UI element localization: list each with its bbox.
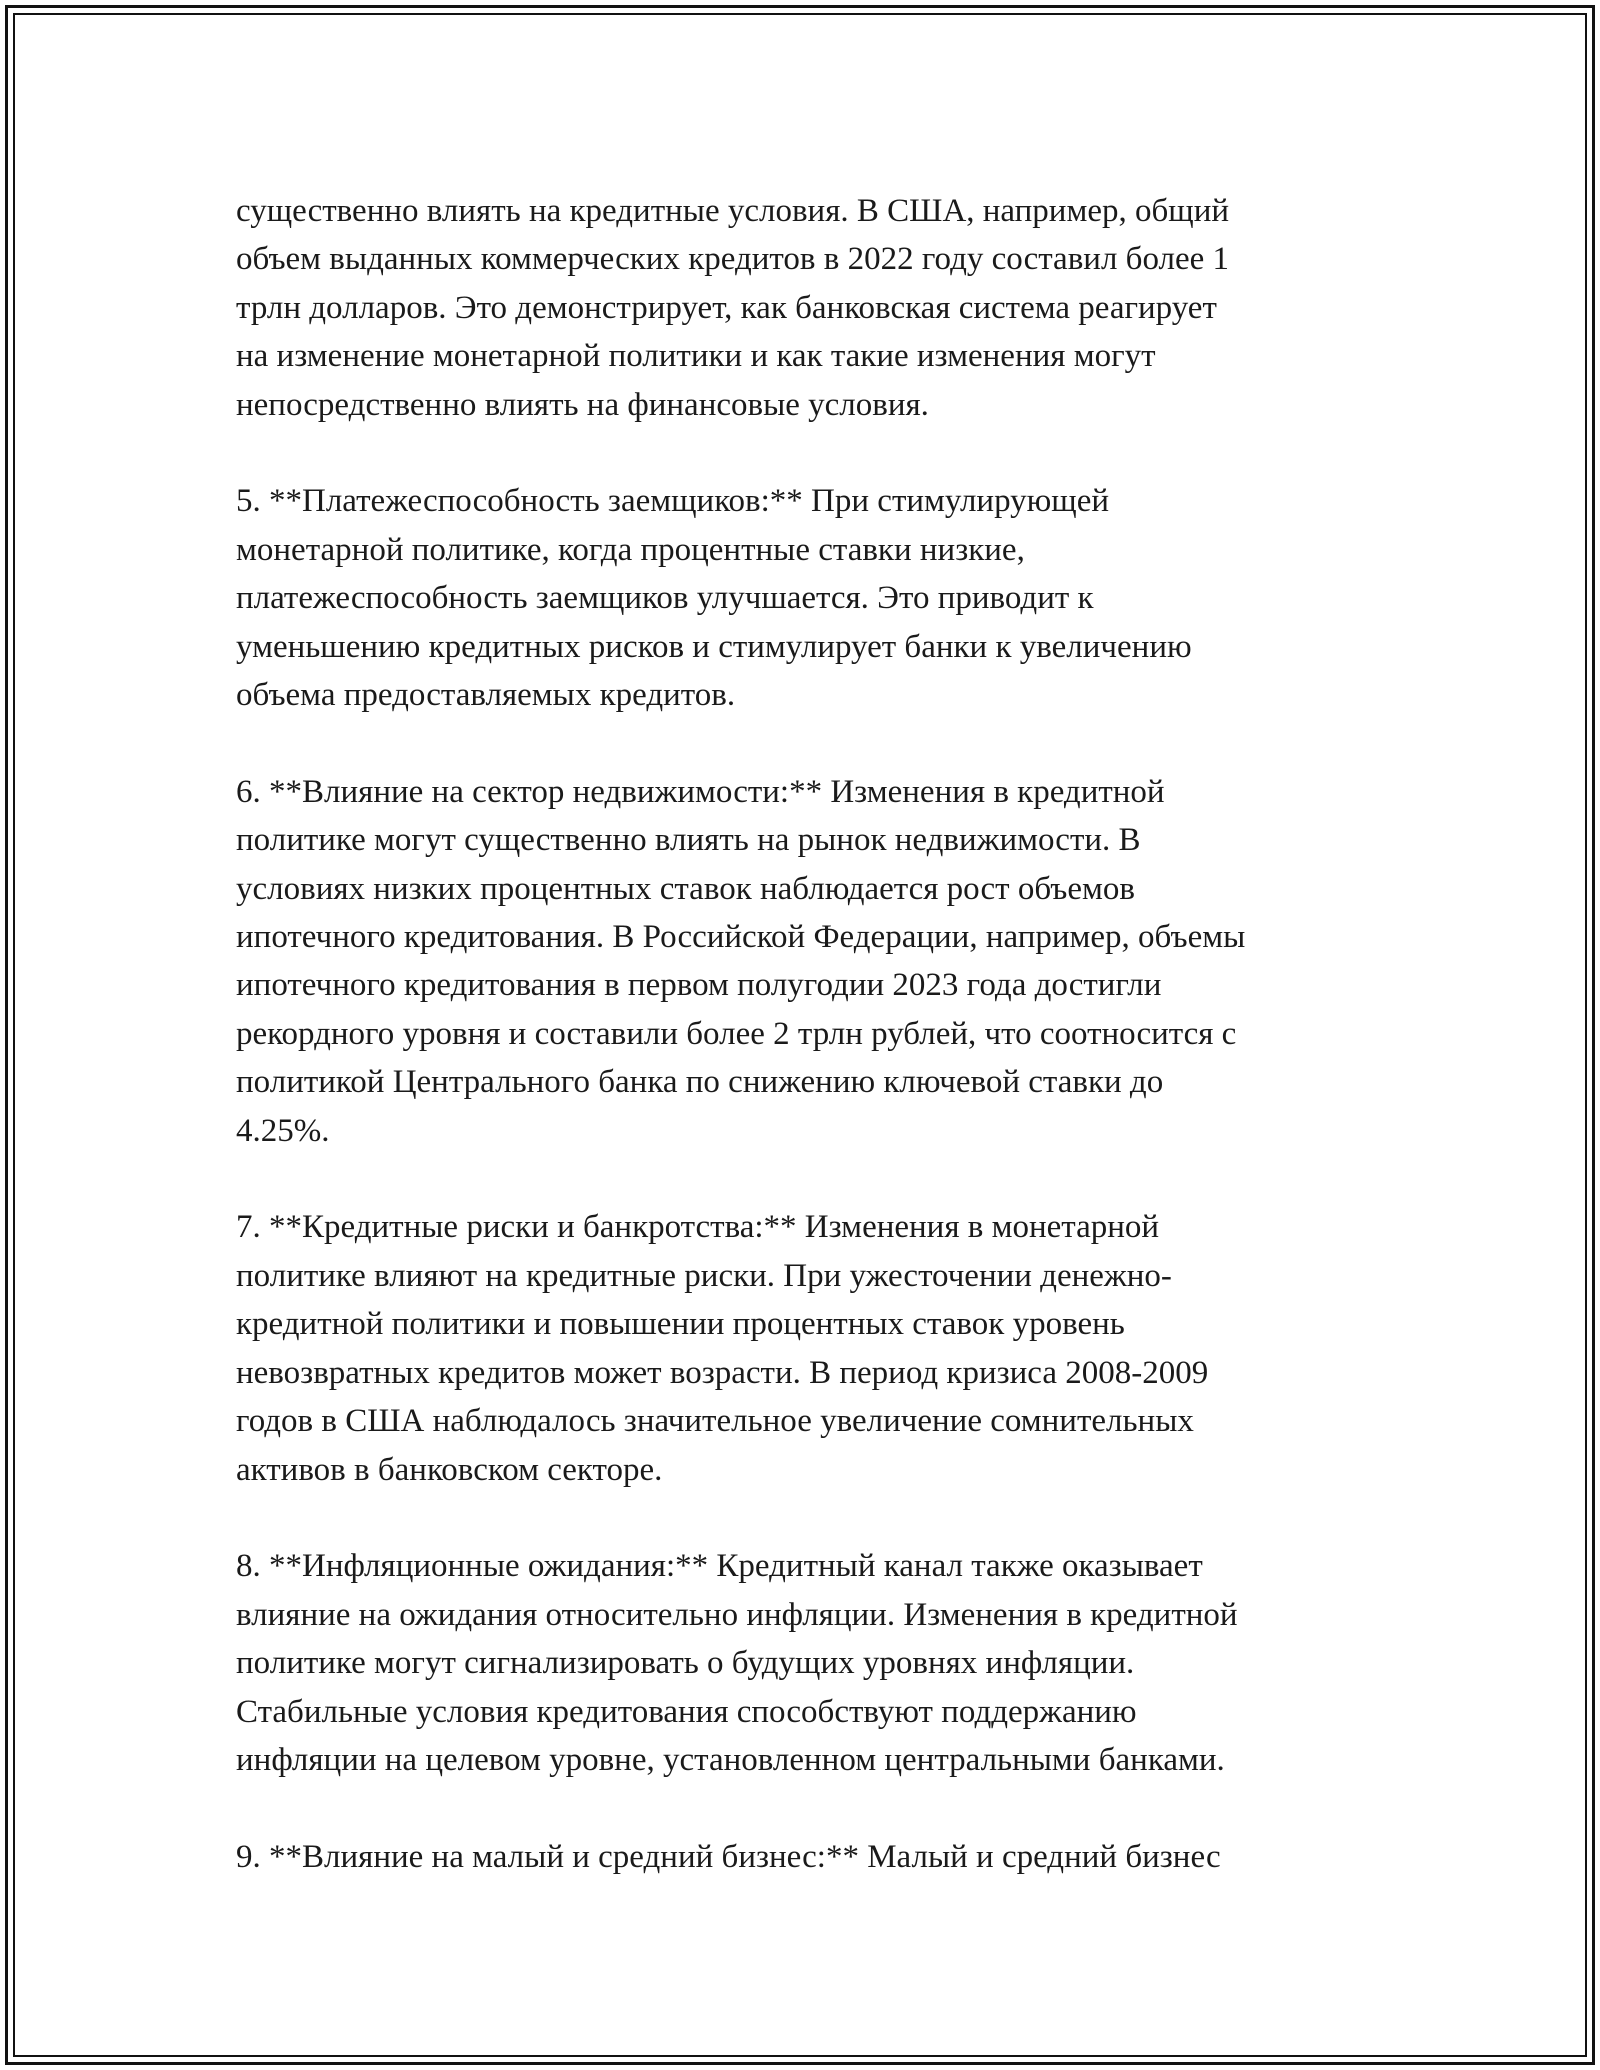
paragraph-item-5: 5. **Платежеспособность заемщиков:** При стимулирующей монетарной политике, когда процентные ставки низкие, платежеспособность заемщиков улучшается. Это приводит к уменьшению кредитных рисков и стимулирует банки к увеличению объема предоставляемых кредитов. <box>236 483 1192 714</box>
paragraph-item-8: 8. **Инфляционные ожидания:** Кредитный канал также оказывает влияние на ожидания относительно инфляции. Изменения в кредитной политике могут сигнализировать о будущих уровнях инфляции. Стабильные условия кредитования способствуют поддержанию инфляции на целевом уровне, установленном центральными банками. <box>236 1548 1238 1778</box>
paragraph-item-6: 6. **Влияние на сектор недвижимости:** Изменения в кредитной политике могут существенно влиять на рынок недвижимости. В условиях низких процентных ставок наблюдается рост объемов ипотечного кредитования. В Российской Федерации, например, объемы ипотечного кредитования в первом полугодии 2023 года достигли рекордного уровня и составили более 2 трлн рублей, что соотносится с политикой Центрального банка по снижению ключевой ставки до 4.25%. <box>236 773 1246 1149</box>
paragraph-item-9: 9. **Влияние на малый и средний бизнес:** Малый и средний бизнес <box>236 1838 1221 1875</box>
document-body <box>236 187 1386 1881</box>
paragraph-continuation: существенно влиять на кредитные условия. В США, например, общий объем выданных коммерческих кредитов в 2022 году составил более 1 трлн долларов. Это демонстрирует, как банковская система реагирует на изменение монетарной политики и как такие изменения могут непосредственно влиять на финансовые условия. <box>236 193 1230 423</box>
paragraph-item-7: 7. **Кредитные риски и банкротства:** Изменения в монетарной политике влияют на кредитные риски. При ужесточении денежно- кредитной политики и повышении процентных ставок уровень невозвратных кредитов может возрасти. В период кризиса 2008-2009 годов в США наблюдалось значительное увеличение сомнительных активов в банковском секторе. <box>236 1209 1209 1488</box>
